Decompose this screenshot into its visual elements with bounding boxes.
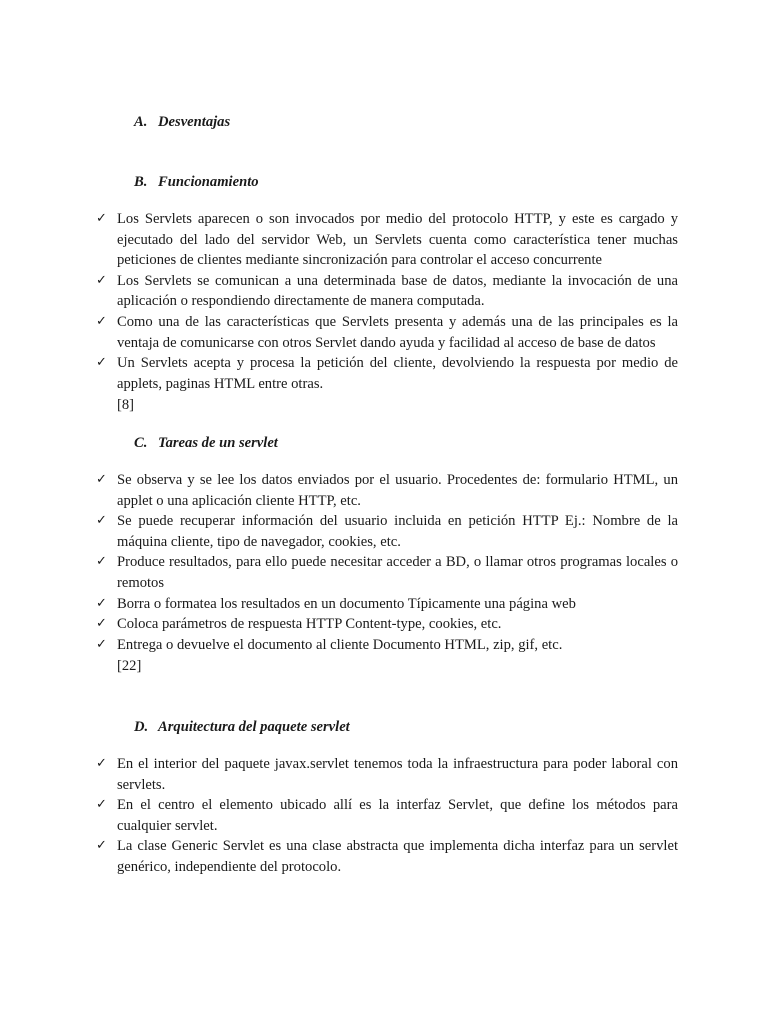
list-item: ✓ Los Servlets aparecen o son invocados por medio del protocolo HTTP, y este es cargado y ejecutado del lado del servidor Web, un Servlets cuenta como característica tener muchas peticiones de clientes mediante sincronización para controlar el acceso concurrente — [96, 211, 678, 269]
check-icon: ✓ — [96, 513, 107, 529]
check-icon: ✓ — [96, 355, 107, 371]
list-item: ✓ Coloca parámetros de respuesta HTTP Content-type, cookies, etc. — [96, 614, 678, 635]
list-item: ✓ Borra o formatea los resultados en un documento Típicamente una página web — [96, 594, 678, 615]
section-letter: B. — [134, 174, 148, 190]
check-icon: ✓ — [96, 472, 107, 487]
check-icon: ✓ — [96, 272, 107, 288]
list-item: ✓ Entrega o devuelve el documento al cliente Documento HTML, zip, gif, etc. — [96, 635, 678, 656]
section-heading-d — [134, 717, 350, 737]
list-item: ✓ Un Servlets acepta y procesa la petición del cliente, devolviendo la respuesta por medio de applets, paginas HTML entre otras. — [96, 355, 678, 392]
funcionamiento-list — [96, 209, 678, 394]
section-heading-b — [134, 172, 259, 192]
list-item: ✓ Como una de las características que Servlets presenta y además una de las principales es la ventaja de comunicarse con otros Servlet dando ayuda y facilidad al acceso de base de datos — [96, 313, 678, 351]
section-title: Desventajas — [158, 114, 231, 130]
reference-8: [8] — [117, 397, 135, 413]
list-item: ✓ Se puede recuperar información del usuario incluida en petición HTTP Ej.: Nombre de la máquina cliente, tipo de navegador, cookies, etc. — [96, 513, 678, 550]
check-icon: ✓ — [96, 211, 107, 226]
tareas-list — [96, 470, 678, 655]
check-icon: ✓ — [96, 616, 107, 632]
check-icon: ✓ — [96, 595, 107, 611]
section-heading-c — [134, 433, 278, 453]
section-letter: D. — [134, 719, 149, 735]
section-title: Tareas de un servlet — [158, 435, 278, 451]
list-item: ✓ Produce resultados, para ello puede necesitar acceder a BD, o llamar otros programas locales o remotos — [96, 554, 678, 591]
list-item: ✓ Se observa y se lee los datos enviados por el usuario. Procedentes de: formulario HTML, un applet o una aplicación cliente HTTP, etc. — [96, 472, 678, 509]
check-icon: ✓ — [96, 554, 107, 570]
section-title: Funcionamiento — [158, 174, 259, 190]
arquitectura-list — [96, 754, 678, 878]
list-item: ✓ La clase Generic Servlet es una clase abstracta que implementa dicha interfaz para un servlet genérico, independiente del protocolo. — [96, 838, 678, 875]
check-icon: ✓ — [96, 756, 107, 771]
check-icon: ✓ — [96, 313, 107, 329]
check-icon: ✓ — [96, 797, 107, 813]
section-heading-a — [134, 112, 230, 132]
section-letter: A. — [134, 114, 148, 130]
check-icon: ✓ — [96, 838, 107, 854]
list-item: ✓ En el interior del paquete javax.servlet tenemos toda la infraestructura para poder laboral con servlets. — [96, 756, 678, 793]
list-item: ✓ Los Servlets se comunican a una determinada base de datos, mediante la invocación de una aplicación o respondiendo directamente de manera computada. — [96, 272, 678, 310]
section-title: Arquitectura del paquete servlet — [158, 719, 350, 735]
check-icon: ✓ — [96, 636, 107, 652]
section-letter: C. — [134, 435, 148, 451]
reference-22: [22] — [117, 658, 142, 674]
list-item: ✓ En el centro el elemento ubicado allí es la interfaz Servlet, que define los métodos para cualquier servlet. — [96, 797, 678, 834]
